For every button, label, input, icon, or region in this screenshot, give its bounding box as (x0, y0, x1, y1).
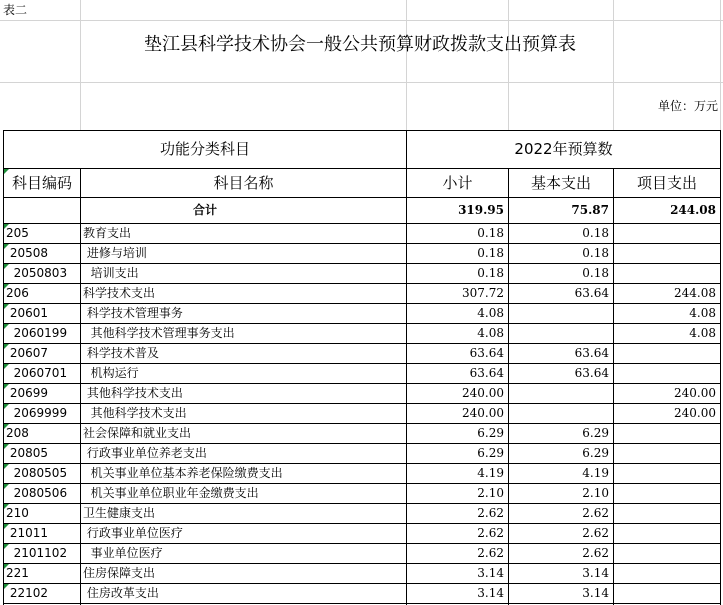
total-project[interactable]: 244.08 (670, 203, 716, 217)
cell-project[interactable] (614, 364, 720, 383)
gridline (720, 0, 721, 130)
gridline (508, 0, 509, 130)
sheet-title[interactable]: 垫江县科学技术协会一般公共预算财政拨款支出预算表 (144, 34, 576, 55)
cell-basic[interactable]: 2.62 (582, 506, 609, 520)
cell-name[interactable]: 科学技术管理事务 (83, 306, 183, 320)
total-basic[interactable]: 75.87 (571, 203, 609, 217)
cell-total[interactable]: 4.08 (477, 306, 504, 320)
cell-code[interactable]: 21011 (6, 526, 48, 540)
cell-name[interactable]: 行政事业单位养老支出 (83, 446, 207, 460)
cell-project[interactable] (614, 484, 720, 503)
gridline (0, 82, 723, 83)
header-total[interactable]: 小计 (442, 174, 473, 192)
cell-project[interactable] (614, 584, 720, 603)
cell-total[interactable]: 2.10 (477, 486, 504, 500)
cell-total[interactable]: 2.62 (477, 526, 504, 540)
gridline (80, 0, 81, 130)
cell-basic[interactable]: 6.29 (582, 426, 609, 440)
header-code[interactable]: 科目编码 (11, 174, 72, 192)
cell-name[interactable]: 社会保障和就业支出 (83, 426, 192, 440)
cell-code[interactable]: 2101102 (6, 546, 68, 560)
cell-project[interactable]: 4.08 (689, 326, 716, 340)
cell-name[interactable]: 住房保障支出 (83, 566, 156, 580)
cell-project[interactable] (614, 264, 720, 283)
cell-total[interactable]: 6.29 (477, 426, 504, 440)
cell-total[interactable]: 307.72 (462, 286, 504, 300)
header-name[interactable]: 科目名称 (213, 174, 274, 192)
cell-name[interactable]: 科学技术支出 (83, 286, 156, 300)
unit-label[interactable]: 单位：万元 (657, 99, 718, 113)
cell-project[interactable] (614, 424, 720, 443)
cell-total[interactable]: 3.14 (477, 566, 504, 580)
cell-project[interactable] (614, 464, 720, 483)
cell-code[interactable]: 2050803 (6, 266, 68, 280)
cell-project[interactable] (614, 444, 720, 463)
cell-code[interactable]: 221 (6, 566, 29, 580)
cell-name[interactable]: 教育支出 (83, 226, 132, 240)
cell-code[interactable]: 20805 (6, 446, 48, 460)
cell-basic[interactable] (509, 304, 613, 323)
cell-basic[interactable]: 2.10 (582, 486, 609, 500)
cell-total[interactable]: 2.62 (477, 546, 504, 560)
cell-total[interactable]: 240.00 (462, 406, 504, 420)
cell-project[interactable] (614, 244, 720, 263)
cell-code[interactable]: 20508 (6, 246, 48, 260)
cell-total[interactable]: 63.64 (469, 346, 504, 360)
cell-code[interactable]: 20699 (6, 386, 48, 400)
cell-basic[interactable] (509, 384, 613, 403)
cell-name[interactable]: 卫生健康支出 (83, 506, 156, 520)
cell-code[interactable]: 20607 (6, 346, 48, 360)
cell-total[interactable]: 4.19 (477, 466, 504, 480)
cell-name[interactable]: 科学技术普及 (83, 346, 159, 360)
cell-basic[interactable]: 3.14 (582, 586, 609, 600)
cell-code[interactable]: 22102 (6, 586, 48, 600)
cell-name[interactable]: 机构运行 (83, 366, 139, 380)
cell-total[interactable]: 63.64 (469, 366, 504, 380)
cell-total[interactable]: 4.08 (477, 326, 504, 340)
cell-name[interactable]: 机关事业单位职业年金缴费支出 (83, 486, 259, 500)
cell-code[interactable]: 205 (6, 226, 29, 240)
cell-total[interactable]: 0.18 (477, 266, 504, 280)
cell-basic[interactable] (509, 404, 613, 423)
header-budget-year[interactable]: 2022年预算数 (514, 140, 613, 158)
cell-total[interactable]: 0.18 (477, 246, 504, 260)
row-border (3, 603, 720, 604)
cell-name[interactable]: 住房改革支出 (83, 586, 159, 600)
cell-name[interactable]: 其他科学技术管理事务支出 (83, 326, 235, 340)
cell-code[interactable]: 2060701 (6, 366, 68, 380)
header-basic[interactable]: 基本支出 (530, 174, 591, 192)
cell-basic[interactable]: 2.62 (582, 526, 609, 540)
cell-code[interactable]: 2060199 (6, 326, 68, 340)
cell-basic[interactable]: 0.18 (582, 246, 609, 260)
cell-project[interactable] (614, 504, 720, 523)
cell-basic[interactable]: 4.19 (582, 466, 609, 480)
cell-project[interactable] (614, 344, 720, 363)
gridline (0, 20, 723, 21)
cell-total[interactable]: 2.62 (477, 506, 504, 520)
cell-total[interactable]: 6.29 (477, 446, 504, 460)
cell-project[interactable]: 4.08 (689, 306, 716, 320)
cell-name[interactable]: 行政事业单位医疗 (83, 526, 183, 540)
cell-code[interactable]: 2080505 (6, 466, 68, 480)
cell-name[interactable]: 机关事业单位基本养老保险缴费支出 (83, 466, 283, 480)
cell-project[interactable]: 244.08 (674, 286, 716, 300)
cell-name[interactable]: 培训支出 (83, 266, 139, 280)
corner-label[interactable]: 表二 (3, 3, 28, 17)
cell-basic[interactable]: 63.64 (574, 366, 609, 380)
cell-code[interactable]: 208 (6, 426, 29, 440)
cell-basic[interactable]: 6.29 (582, 446, 609, 460)
header-function-category[interactable]: 功能分类科目 (159, 140, 250, 158)
cell-project[interactable] (614, 544, 720, 563)
cell-project[interactable] (614, 524, 720, 543)
cell-code[interactable]: 210 (6, 506, 29, 520)
cell-project[interactable]: 240.00 (674, 386, 716, 400)
cell-name[interactable]: 其他科学技术支出 (83, 386, 183, 400)
cell-basic[interactable]: 63.64 (574, 286, 609, 300)
cell-name[interactable]: 事业单位医疗 (83, 546, 163, 560)
header-project[interactable]: 项目支出 (636, 174, 697, 192)
gridline (406, 0, 407, 130)
cell-code[interactable]: 206 (6, 286, 29, 300)
cell-name[interactable]: 进修与培训 (83, 246, 147, 260)
cell-total[interactable]: 240.00 (462, 386, 504, 400)
cell-basic[interactable]: 3.14 (582, 566, 609, 580)
total-label[interactable]: 合计 (192, 203, 217, 217)
cell-name[interactable]: 其他科学技术支出 (83, 406, 187, 420)
cell-code[interactable]: 2069999 (6, 406, 68, 420)
cell-total[interactable]: 0.18 (477, 226, 504, 240)
cell-project[interactable] (614, 564, 720, 583)
table-border (720, 130, 721, 605)
total-sum[interactable]: 319.95 (458, 203, 504, 217)
cell-basic[interactable]: 0.18 (582, 266, 609, 280)
cell-basic[interactable]: 0.18 (582, 226, 609, 240)
cell-project[interactable] (614, 224, 720, 243)
cell-code[interactable]: 20601 (6, 306, 48, 320)
cell-code[interactable]: 2080506 (6, 486, 68, 500)
cell-project[interactable]: 240.00 (674, 406, 716, 420)
cell-basic[interactable]: 2.62 (582, 546, 609, 560)
cell-basic[interactable]: 63.64 (574, 346, 609, 360)
cell-basic[interactable] (509, 324, 613, 343)
cell-total[interactable]: 3.14 (477, 586, 504, 600)
